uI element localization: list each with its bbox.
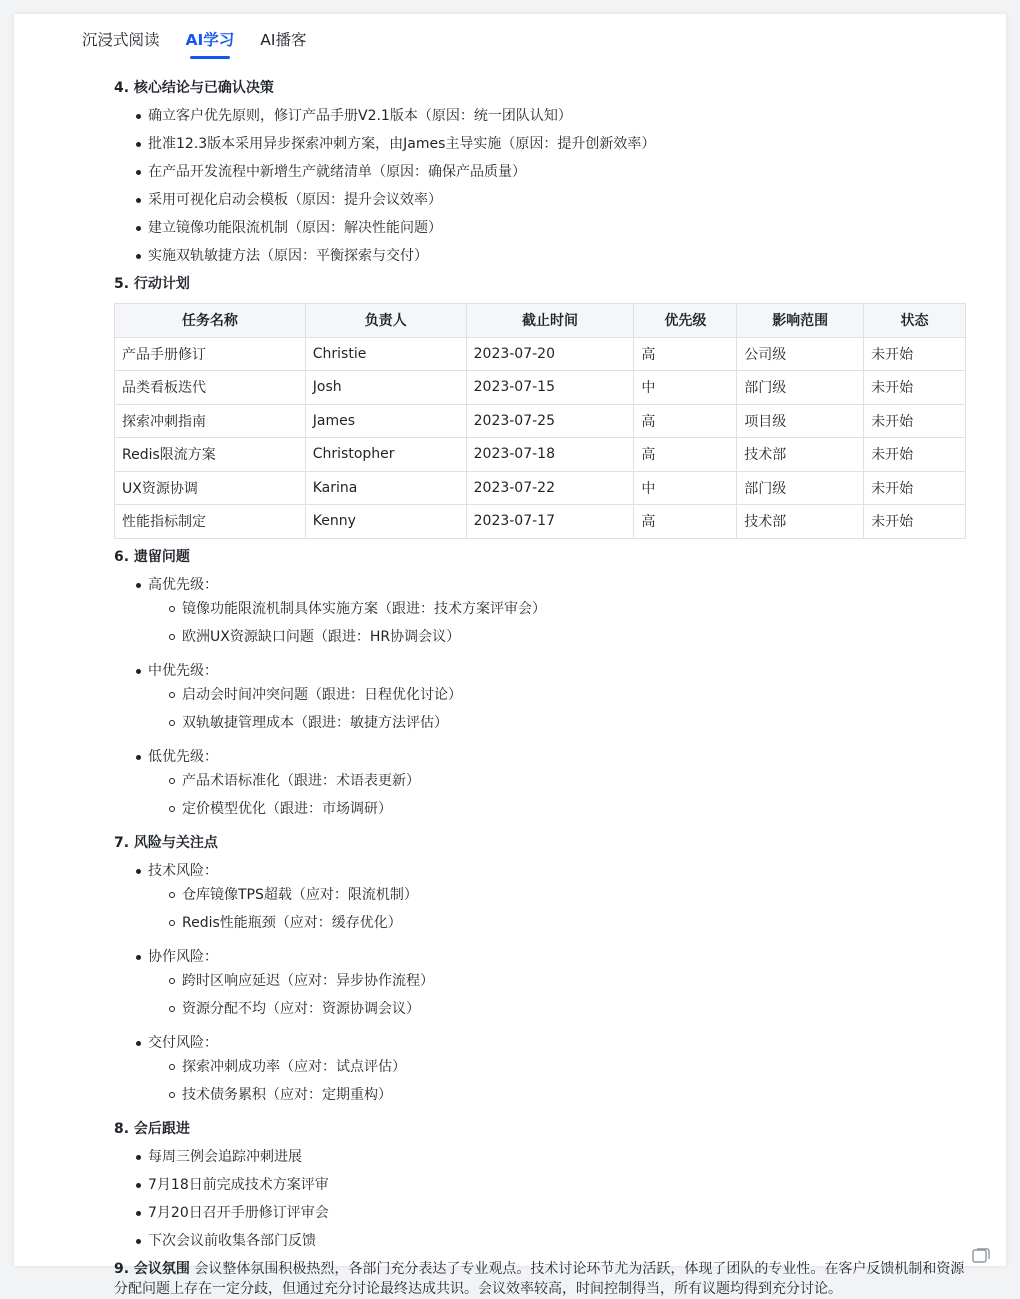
table-cell: 2023-07-20 — [466, 337, 634, 371]
table-row — [115, 404, 966, 438]
sub-list-item: 定价模型优化（跟进：市场调研） — [148, 795, 966, 823]
sub-list — [148, 681, 966, 737]
table-cell: Christopher — [305, 438, 466, 472]
document-content — [114, 74, 966, 1299]
table-row — [115, 371, 966, 405]
list-item: 实施双轨敏捷方法（原因：平衡探索与交付） — [114, 242, 966, 270]
table-cell: 技术部 — [737, 438, 864, 472]
column-header: 影响范围 — [737, 304, 864, 338]
table-cell: 公司级 — [737, 337, 864, 371]
document-card — [14, 14, 1006, 1297]
section-heading: 4. 核心结论与已确认决策 — [114, 80, 274, 96]
sub-list — [148, 767, 966, 823]
risk-list — [114, 857, 966, 1115]
table-cell: 技术部 — [737, 505, 864, 539]
tab-immersive-reading[interactable]: 沉浸式阅读 — [82, 31, 160, 49]
section-heading: 6. 遗留问题 — [114, 548, 190, 565]
paragraph-text: 会议整体氛围积极热烈，各部门充分表达了专业观点。技术讨论环节尤为活跃，体现了团队的专业性。在客户反馈机制和资源分配问题上存在一定分歧，但通过充分讨论最终达成共识。会议效率较高，时间控制得当，所有议题均得到充分讨论。 — [114, 1260, 965, 1297]
table-row — [115, 505, 966, 539]
table-cell: 未开始 — [864, 337, 966, 371]
table-row — [115, 337, 966, 371]
table-cell: Christie — [305, 337, 466, 371]
column-header: 优先级 — [634, 304, 737, 338]
group-label: 高优先级： — [148, 576, 218, 593]
list-item: 确立客户优先原则，修订产品手册V2.1版本（原因：统一团队认知） — [114, 102, 966, 130]
list-item: 每周三例会追踪冲刺进展 — [114, 1143, 966, 1171]
list-item — [114, 657, 966, 743]
sub-list-item: 仓库镜像TPS超载（应对：限流机制） — [148, 881, 966, 909]
table-cell: James — [305, 404, 466, 438]
tab-bar — [82, 28, 332, 62]
open-issues-list — [114, 571, 966, 829]
list-item: 在产品开发流程中新增生产就绪清单（原因：确保产品质量） — [114, 158, 966, 186]
table-cell: 项目级 — [737, 404, 864, 438]
follow-up-list — [114, 1143, 966, 1255]
table-cell: 高 — [634, 404, 737, 438]
group-label: 中优先级： — [148, 662, 218, 679]
sub-list-item: 技术债务累积（应对：定期重构） — [148, 1081, 966, 1109]
action-plan-table — [114, 303, 966, 539]
sub-list-item: Redis性能瓶颈（应对：缓存优化） — [148, 909, 966, 937]
copy-icon[interactable] — [972, 1248, 990, 1264]
group-label: 协作风险： — [148, 948, 218, 965]
list-item: 批准12.3版本采用异步探索冲刺方案，由James主导实施（原因：提升创新效率） — [114, 130, 966, 158]
section-heading: 7. 风险与关注点 — [114, 834, 218, 851]
table-cell: 2023-07-25 — [466, 404, 634, 438]
tab-ai-learning[interactable]: AI学习 — [186, 28, 235, 62]
table-row — [115, 438, 966, 472]
table-cell: 2023-07-17 — [466, 505, 634, 539]
table-cell: 2023-07-15 — [466, 371, 634, 405]
sub-list — [148, 1053, 966, 1109]
column-header: 任务名称 — [115, 304, 306, 338]
table-cell: 探索冲刺指南 — [115, 404, 306, 438]
list-item — [114, 1029, 966, 1115]
list-item — [114, 571, 966, 657]
table-cell: 高 — [634, 505, 737, 539]
table-cell: 部门级 — [737, 371, 864, 405]
list-item: 建立镜像功能限流机制（原因：解决性能问题） — [114, 214, 966, 242]
table-cell: 产品手册修订 — [115, 337, 306, 371]
table-cell: UX资源协调 — [115, 471, 306, 505]
table-cell: Redis限流方案 — [115, 438, 306, 472]
group-label: 技术风险： — [148, 862, 218, 879]
section-heading: 8. 会后跟进 — [114, 1120, 190, 1137]
table-cell: 2023-07-18 — [466, 438, 634, 472]
tab-ai-podcast[interactable]: AI播客 — [260, 31, 307, 49]
table-cell: Karina — [305, 471, 466, 505]
sub-list-item: 资源分配不均（应对：资源协调会议） — [148, 995, 966, 1023]
list-item: 7月20日召开手册修订评审会 — [114, 1199, 966, 1227]
sub-list — [148, 595, 966, 651]
table-cell: 中 — [634, 471, 737, 505]
group-label: 交付风险： — [148, 1034, 218, 1051]
sub-list-item: 产品术语标准化（跟进：术语表更新） — [148, 767, 966, 795]
table-cell: 性能指标制定 — [115, 505, 306, 539]
list-item: 采用可视化启动会模板（原因：提升会议效率） — [114, 186, 966, 214]
list-item: 下次会议前收集各部门反馈 — [114, 1227, 966, 1255]
sub-list-item: 镜像功能限流机制具体实施方案（跟进：技术方案评审会） — [148, 595, 966, 623]
column-header: 负责人 — [305, 304, 466, 338]
section-heading: 9. 会议氛围 — [114, 1260, 190, 1277]
table-header-row — [115, 304, 966, 338]
table-cell: 未开始 — [864, 438, 966, 472]
meeting-atmosphere-paragraph — [114, 1255, 966, 1299]
table-cell: 未开始 — [864, 371, 966, 405]
sub-list-item: 欧洲UX资源缺口问题（跟进：HR协调会议） — [148, 623, 966, 651]
table-cell: 高 — [634, 438, 737, 472]
table-cell: 未开始 — [864, 404, 966, 438]
sub-list — [148, 881, 966, 937]
list-item — [114, 743, 966, 829]
table-cell: Josh — [305, 371, 466, 405]
table-cell: 未开始 — [864, 471, 966, 505]
table-cell: 2023-07-22 — [466, 471, 634, 505]
section-heading: 5. 行动计划 — [114, 276, 190, 292]
sub-list-item: 探索冲刺成功率（应对：试点评估） — [148, 1053, 966, 1081]
table-cell: 未开始 — [864, 505, 966, 539]
table-cell: Kenny — [305, 505, 466, 539]
list-item — [114, 857, 966, 943]
column-header: 截止时间 — [466, 304, 634, 338]
table-cell: 中 — [634, 371, 737, 405]
table-cell: 高 — [634, 337, 737, 371]
sub-list-item: 跨时区响应延迟（应对：异步协作流程） — [148, 967, 966, 995]
sub-list-item: 启动会时间冲突问题（跟进：日程优化讨论） — [148, 681, 966, 709]
list-item — [114, 943, 966, 1029]
table-row — [115, 471, 966, 505]
column-header: 状态 — [864, 304, 966, 338]
table-cell: 品类看板迭代 — [115, 371, 306, 405]
list-item: 7月18日前完成技术方案评审 — [114, 1171, 966, 1199]
sub-list-item: 双轨敏捷管理成本（跟进：敏捷方法评估） — [148, 709, 966, 737]
table-cell: 部门级 — [737, 471, 864, 505]
group-label: 低优先级： — [148, 748, 218, 765]
decision-list — [114, 102, 966, 270]
sub-list — [148, 967, 966, 1023]
